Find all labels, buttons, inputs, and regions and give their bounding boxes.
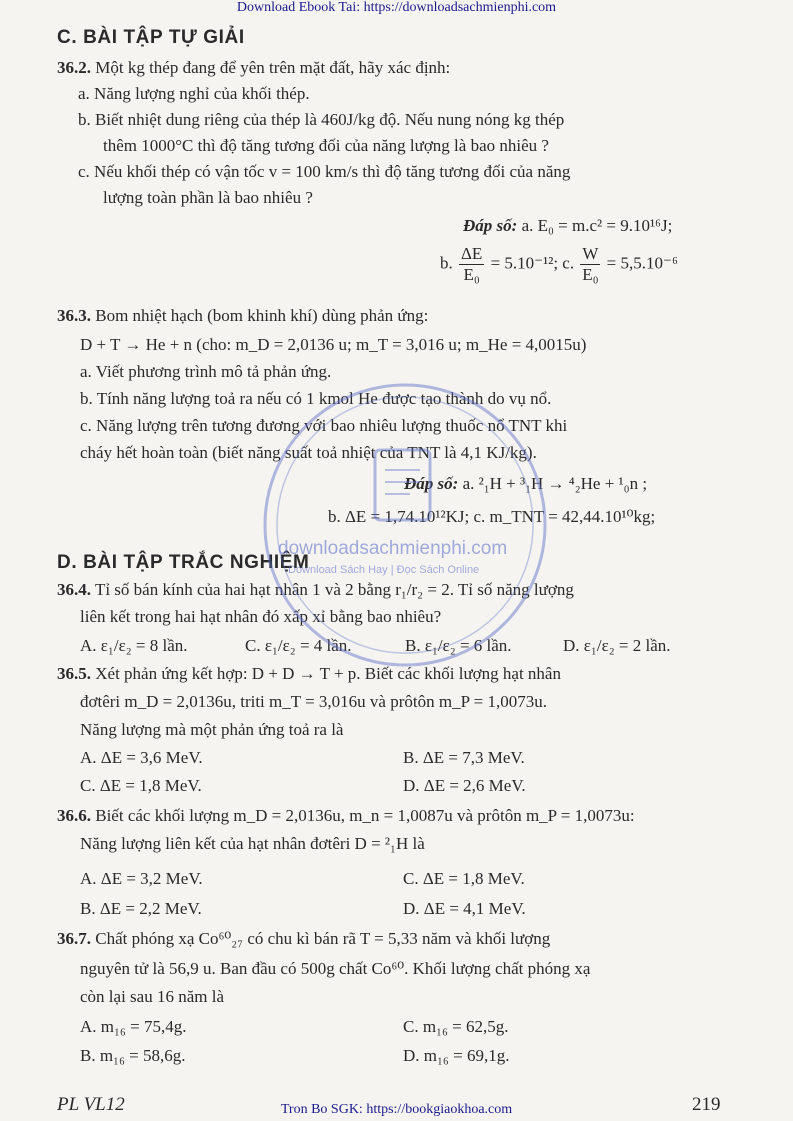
footer-book-code: PL VL12 — [57, 1094, 125, 1115]
q36-4-stem-line2: liên kết trong hai hạt nhân đó xấp xỉ bằng bao nhiêu? — [80, 607, 442, 626]
q36-3-part-b: b. Tính năng lượng toả ra nếu có 1 kmol He được tạo thành do vụ nổ. — [80, 389, 552, 408]
q36-2-number: 36.2. — [57, 58, 91, 77]
q36-5-option-d[interactable]: D. ΔE = 2,6 MeV. — [403, 776, 526, 795]
answer-b-prefix: b. — [440, 253, 453, 273]
q36-2-part-a: a. Năng lượng nghỉ của khối thép. — [78, 84, 310, 103]
q36-6-stem-line2: Năng lượng liên kết của hạt nhân đơtêri D = ²₁H là — [80, 834, 425, 853]
q36-5-option-c[interactable]: C. ΔE = 1,8 MeV. — [80, 776, 202, 795]
q36-6-option-a[interactable]: A. ΔE = 3,2 MeV. — [80, 869, 203, 888]
q36-7-number: 36.7. — [57, 929, 91, 948]
q36-5-stem-line3: Năng lượng mà một phản ứng toả ra là — [80, 720, 344, 739]
q36-5-option-a[interactable]: A. ΔE = 3,6 MeV. — [80, 748, 203, 767]
section-c-title: C. BÀI TẬP TỰ GIẢI — [57, 27, 245, 48]
watermark-tagline: Download Sách Hay | Đọc Sách Online — [288, 564, 480, 576]
q36-7-stem-line1 — [57, 929, 550, 949]
q36-3-part-c-line2: cháy hết hoàn toàn (biết năng suất toả nhiệt của TNT là 4,1 KJ/kg). — [80, 443, 537, 462]
page-number: 219 — [692, 1094, 721, 1115]
answer-label: Đáp số: — [463, 216, 518, 235]
answer-c-value: = 5,5.10⁻⁶ — [606, 253, 678, 273]
q36-6-option-c[interactable]: C. ΔE = 1,8 MeV. — [403, 869, 525, 888]
fraction-delta-e-over-e0 — [459, 244, 484, 285]
q36-7-option-d[interactable]: D. m₁₆ = 69,1g. — [403, 1046, 510, 1065]
q36-3-reaction: D + T → He + n (cho: m_D = 2,0136 u; m_T = 3,016 u; m_He = 4,0015u) — [80, 335, 587, 354]
watermark-seal — [260, 380, 550, 670]
q36-7-option-a[interactable]: A. m₁₆ = 75,4g. — [80, 1017, 187, 1036]
q36-7-option-c[interactable]: C. m₁₆ = 62,5g. — [403, 1017, 509, 1036]
q36-5-stem-text: Xét phản ứng kết hợp: D + D → T + p. Biết các khối lượng hạt nhân — [95, 664, 561, 683]
q36-4-option-a[interactable]: A. ε₁/ε₂ = 8 lần. — [80, 636, 188, 655]
section-d-title: D. BÀI TẬP TRẮC NGHIỆM — [57, 552, 310, 573]
q36-2-answer-bc — [440, 244, 678, 285]
answer-b-value: = 5.10⁻¹²; c. — [490, 253, 575, 273]
q36-7-option-b[interactable]: B. m₁₆ = 58,6g. — [80, 1046, 186, 1065]
q36-4-number: 36.4. — [57, 580, 91, 599]
q36-7-stem-text: Chất phóng xạ Co⁶⁰₂₇ có chu kì bán rã T = 5,33 năm và khối lượng — [95, 929, 551, 948]
footer-sgk-link[interactable]: Tron Bo SGK: https://bookgiaokhoa.com — [280, 1102, 513, 1117]
q36-2-part-b-line1: b. Biết nhiệt dung riêng của thép là 460J/kg độ. Nếu nung nóng kg thép — [78, 110, 565, 129]
fraction-denominator: E₀ — [582, 265, 599, 284]
q36-6-stem-text: Biết các khối lượng m_D = 2,0136u, m_n = 1,0087u và prôtôn m_P = 1,0073u: — [95, 806, 635, 825]
q36-2-part-c-line1: c. Nếu khối thép có vận tốc v = 100 km/s thì độ tăng tương đối của năng — [78, 162, 571, 181]
answer-label: Đáp số: — [404, 474, 459, 493]
q36-4-option-b[interactable]: B. ε₁/ε₂ = 6 lần. — [405, 636, 512, 655]
q36-3-stem — [57, 306, 428, 326]
q36-5-stem-line2: đơtêri m_D = 2,0136u, triti m_T = 3,016u và prôtôn m_P = 1,0073u. — [80, 692, 547, 711]
fraction-w-over-e0 — [580, 244, 600, 285]
fraction-numerator: ΔE — [461, 244, 483, 263]
q36-3-part-c-line1: c. Năng lượng trên tương đương với bao nhiêu lượng thuốc nổ TNT khi — [80, 416, 568, 435]
q36-3-part-a: a. Viết phương trình mô tả phản ứng. — [80, 362, 332, 381]
fraction-denominator: E₀ — [463, 265, 480, 284]
q36-2-answer-a — [463, 216, 672, 236]
answer-a-text: a. E₀ = m.c² = 9.10¹⁶J; — [521, 216, 673, 235]
q36-2-part-c-line2: lượng toàn phần là bao nhiêu ? — [103, 188, 313, 207]
q36-5-option-b[interactable]: B. ΔE = 7,3 MeV. — [403, 748, 525, 767]
q36-2-part-b-line2: thêm 1000°C thì độ tăng tương đối của năng lượng là bao nhiêu ? — [103, 136, 549, 155]
answer-a-text: a. ²₁H + ³₁H → ⁴₂He + ¹₀n ; — [462, 474, 648, 493]
q36-7-stem-line2: nguyên tử là 56,9 u. Ban đầu có 500g chất Co⁶⁰. Khối lượng chất phóng xạ — [80, 959, 591, 978]
fraction-numerator: W — [582, 244, 599, 263]
q36-4-option-c[interactable]: C. ε₁/ε₂ = 4 lần. — [245, 636, 352, 655]
watermark-circle-icon — [260, 380, 550, 670]
q36-6-option-b[interactable]: B. ΔE = 2,2 MeV. — [80, 899, 202, 918]
q36-2-stem-text: Một kg thép đang để yên trên mặt đất, hãy xác định: — [95, 58, 451, 77]
watermark-site-text: downloadsachmienphi.com — [278, 538, 508, 559]
q36-4-option-d[interactable]: D. ε₁/ε₂ = 2 lần. — [563, 636, 671, 655]
q36-3-number: 36.3. — [57, 306, 91, 325]
q36-5-number: 36.5. — [57, 664, 91, 683]
q36-6-option-d[interactable]: D. ΔE = 4,1 MeV. — [403, 899, 526, 918]
q36-3-answer-bc: b. ΔE = 1,74.10¹²KJ; c. m_TNT = 42,44.10¹⁰kg; — [328, 507, 656, 526]
q36-6-number: 36.6. — [57, 806, 91, 825]
q36-6-stem-line1 — [57, 806, 635, 826]
header-download-link[interactable]: Download Ebook Tai: https://downloadsachmienphi.com — [236, 0, 557, 15]
q36-7-stem-line3: còn lại sau 16 năm là — [80, 987, 224, 1006]
q36-2-stem — [57, 58, 450, 78]
q36-3-stem-text: Bom nhiệt hạch (bom khinh khí) dùng phản ứng: — [95, 306, 429, 325]
q36-4-stem-text: Tỉ số bán kính của hai hạt nhân 1 và 2 bằng r₁/r₂ = 2. Tỉ số năng lượng — [94, 580, 574, 599]
